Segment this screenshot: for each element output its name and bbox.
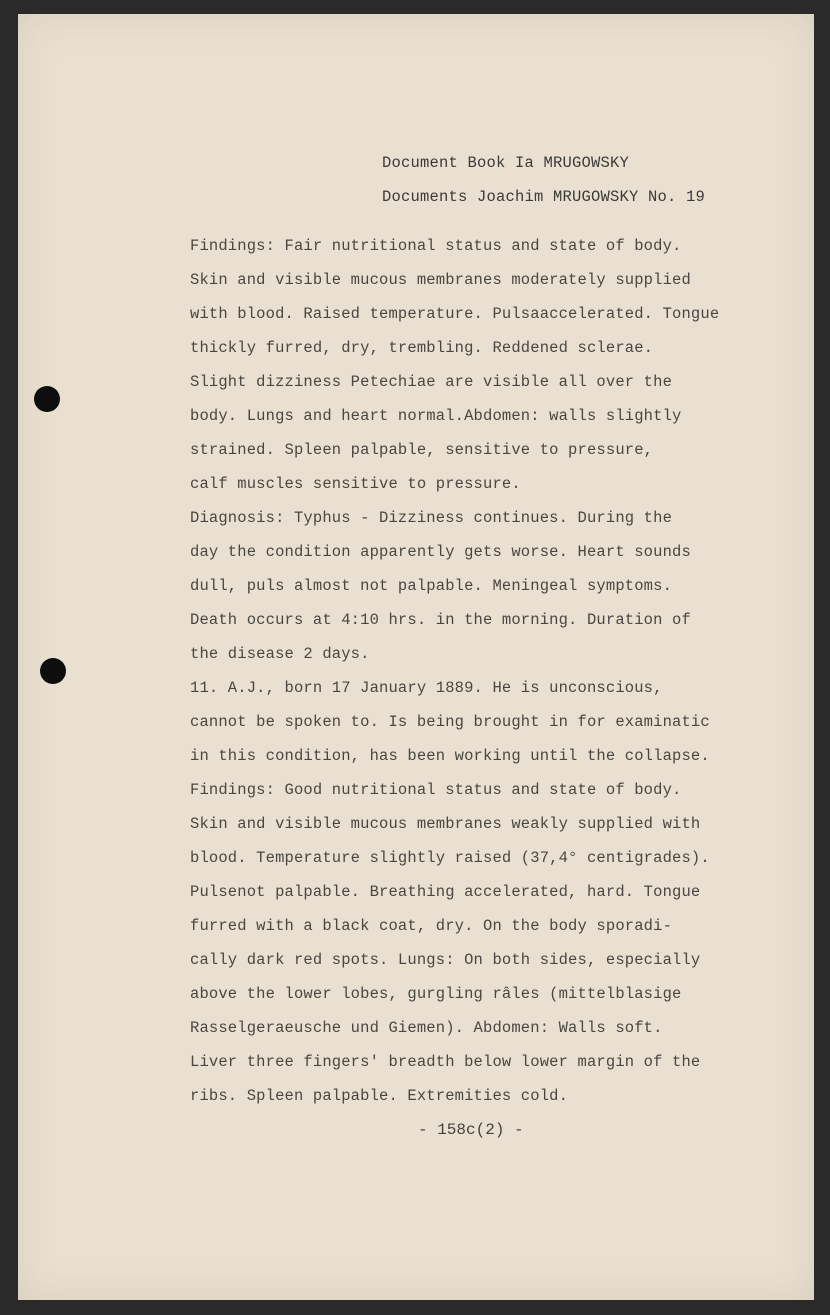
body-line: Slight dizziness Petechiae are visible all over the xyxy=(190,373,673,391)
body-line: body. Lungs and heart normal.Abdomen: walls slightly xyxy=(190,407,682,425)
document-body xyxy=(190,229,790,1113)
document-book-title: Document Book Ia MRUGOWSKY xyxy=(382,154,630,172)
punch-hole-bottom xyxy=(40,658,66,684)
body-line: 11. A.J., born 17 January 1889. He is unconscious, xyxy=(190,679,663,697)
body-line: Skin and visible mucous membranes weakly supplied with xyxy=(190,815,701,833)
document-page xyxy=(18,14,814,1300)
body-line: calf muscles sensitive to pressure. xyxy=(190,475,521,493)
body-line: Diagnosis: Typhus - Dizziness continues. During the xyxy=(190,509,673,527)
body-line: strained. Spleen palpable, sensitive to pressure, xyxy=(190,441,654,459)
body-line: Rasselgeraeusche und Giemen). Abdomen: Walls soft. xyxy=(190,1019,663,1037)
body-line: Liver three fingers' breadth below lower margin of the xyxy=(190,1053,701,1071)
body-line: cally dark red spots. Lungs: On both sides, especially xyxy=(190,951,701,969)
body-line: furred with a black coat, dry. On the body sporadi- xyxy=(190,917,673,935)
body-line: with blood. Raised temperature. Pulsaaccelerated. Tongue xyxy=(190,305,720,323)
body-line: cannot be spoken to. Is being brought in for examinatic xyxy=(190,713,710,731)
body-line: Skin and visible mucous membranes moderately supplied xyxy=(190,271,691,289)
body-line: ribs. Spleen palpable. Extremities cold. xyxy=(190,1087,569,1105)
body-line: in this condition, has been working until the collapse. xyxy=(190,747,710,765)
document-number-title: Documents Joachim MRUGOWSKY No. 19 xyxy=(382,188,706,206)
body-line: above the lower lobes, gurgling râles (mittelblasige xyxy=(190,985,682,1003)
body-line: dull, puls almost not palpable. Meningeal symptoms. xyxy=(190,577,673,595)
body-line: day the condition apparently gets worse. Heart sounds xyxy=(190,543,691,561)
body-line: Findings: Fair nutritional status and state of body. xyxy=(190,237,682,255)
body-line: thickly furred, dry, trembling. Reddened sclerae. xyxy=(190,339,654,357)
body-line: Pulsenot palpable. Breathing accelerated, hard. Tongue xyxy=(190,883,701,901)
page-number: - 158c(2) - xyxy=(418,1121,524,1139)
body-line: Death occurs at 4:10 hrs. in the morning. Duration of xyxy=(190,611,691,629)
body-line: the disease 2 days. xyxy=(190,645,370,663)
punch-hole-top xyxy=(34,386,60,412)
body-line: blood. Temperature slightly raised (37,4° centigrades). xyxy=(190,849,710,867)
body-line: Findings: Good nutritional status and state of body. xyxy=(190,781,682,799)
